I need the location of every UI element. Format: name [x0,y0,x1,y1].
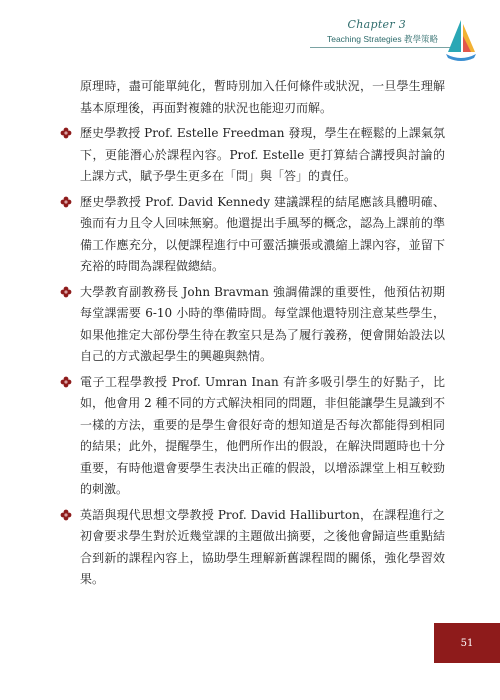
main-content [80,76,445,591]
flower-bullet-icon [60,127,72,139]
flower-bullet-icon [60,286,72,298]
chapter-subtitle: Teaching Strategies 教學策略 [326,34,438,44]
list-item [80,282,445,368]
page-header [298,18,478,66]
header-divider [310,47,450,48]
flower-bullet-icon [60,376,72,388]
list-item-text: 英語與現代思想文學教授 Prof. David Halliburton，在課程進行之初會要求學生對於近幾堂課的主題做出摘要，之後他會歸這些重點結合到新的課程內容上，協助學生理解新舊課程間的關係，強化學習效果。 [80,507,445,586]
sailboat-icon [444,18,478,62]
list-item-text: 大學教育副教務長 John Bravman 強調備課的重要性，他預估初期每堂課需要 6-10 小時的準備時間。每堂課他還特別注意某些學生，如果他推定大部份學生待在教室只是為了履行義務，便會開始設法以自己的方式激起學生的興趣與熱情。 [80,284,445,363]
list-item [80,192,445,278]
list-item-text: 歷史學教授 Prof. Estelle Freedman 發現，學生在輕鬆的上課氣氛下，更能潛心於課程內容。Prof. Estelle 更打算結合講授與討論的上課方式，賦予學生更多在「問」與「答」的責任。 [80,126,445,183]
list-item-text: 歷史學教授 Prof. David Kennedy 建議課程的結尾應該具體明確、強而有力且令人回味無窮。他還提出手風琴的概念，認為上課前的準備工作應充分，以便課程進行中可靈活擴張或濃縮上課內容，並留下充裕的時間為課程做總結。 [80,194,445,273]
page-number: 51 [434,623,500,663]
flower-bullet-icon [60,509,72,521]
intro-paragraph: 原理時，盡可能單純化，暫時別加入任何條件或狀況，一旦學生理解基本原理後，再面對複雜的狀況也能迎刃而解。 [80,79,445,115]
list-item [80,505,445,591]
list-item-text: 電子工程學教授 Prof. Umran Inan 有許多吸引學生的好點子，比如，他會用 2 種不同的方式解決相同的問題，非但能讓學生見識到不一樣的方法，重要的是學生會很好奇的想知道是否每次都能得到相同的結果；此外，提醒學生，他們所作出的假設，在解決問題時也十分重要，有時他還會要學生表決出正確的假設，以增添課堂上相互較勁的刺激。 [80,374,445,496]
list-item [80,123,445,188]
flower-bullet-icon [60,196,72,208]
list-item [80,372,445,501]
chapter-label: Chapter 3 [347,18,406,31]
